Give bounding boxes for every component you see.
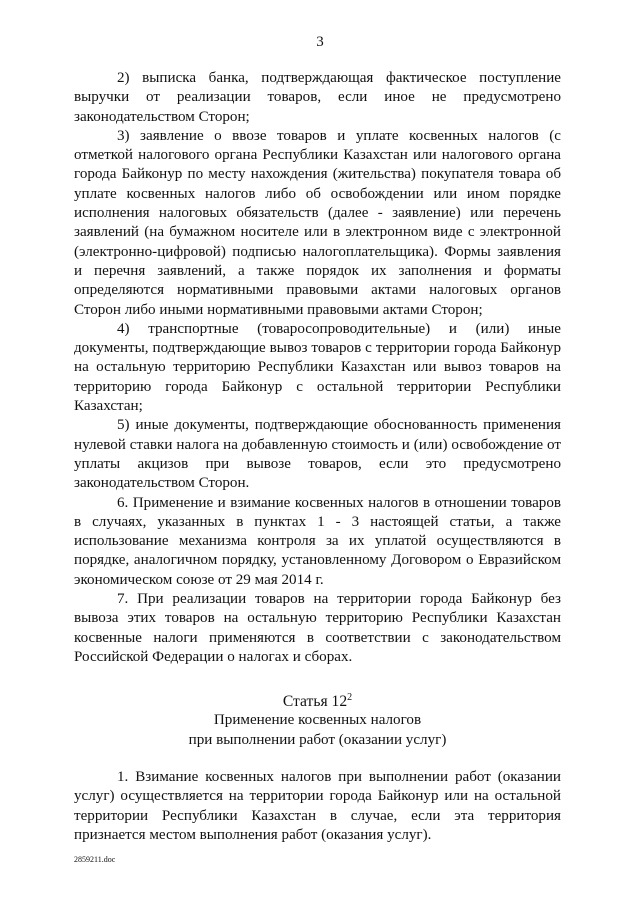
- article-title-superscript: 2: [347, 692, 353, 703]
- paragraph-item-2: 2) выписка банка, подтверждающая фактическое поступление выручки от реализации товаров, если иное не предусмотрено законодательством Сторон;: [74, 70, 561, 125]
- page-number: 3: [316, 34, 324, 50]
- paragraph-item-5: 5) иные документы, подтверждающие обоснованность применения нулевой ставки налога на добавленную стоимость и (или) освобождение от уплаты акцизов при вывозе товаров, если это предусмотрено законодательством Сторон.: [74, 417, 561, 492]
- article-paragraph-1: 1. Взимание косвенных налогов при выполнении работ (оказании услуг) осуществляется на территории города Байконур или на остальной территории Республики Казахстан в случае, если эта территория признается местом выполнения работ (оказания услуг).: [74, 769, 561, 843]
- paragraph-item-3: 3) заявление о ввозе товаров и уплате косвенных налогов (с отметкой налогового органа Республики Казахстан или налогового органа города Байконур по месту нахождения (жительства) покупателя товара об уплате косвенных налогов либо об освобождении или ином порядке исполнения налоговых обязательств (далее - заявление) или перечень заявлений (на бумажном носителе или в электронном виде с электронной (электронно-цифровой) подписью налогоплательщика). Формы заявления и перечня заявлений, а также порядок их заполнения и форматы определяются нормативными правовыми актами налоговых органов Сторон либо иными нормативными правовыми актами Сторон;: [74, 127, 561, 318]
- body-text: [74, 69, 561, 667]
- article-heading: [74, 692, 561, 750]
- article-title: [74, 692, 561, 711]
- article-subtitle-line-2: при выполнении работ (оказании услуг): [188, 731, 447, 748]
- article-body: [74, 768, 561, 845]
- paragraph-clause-6: 6. Применение и взимание косвенных налогов в отношении товаров в случаях, указанных в пунктах 1 - 3 настоящей статьи, а также использование механизма контроля за их уплатой осуществляются в порядке, аналогичном порядку, установленному Договором о Евразийском экономическом союзе от 29 мая 2014 г.: [74, 494, 561, 588]
- article-subtitle-line-1: Применение косвенных налогов: [213, 712, 422, 729]
- paragraph-clause-7: 7. При реализации товаров на территории города Байконур без вывоза этих товаров на остальную территорию Республики Казахстан косвенные налоги применяются в соответствии с законодательством Российской Федерации о налогах и сборах.: [74, 591, 561, 665]
- article-title-text: Статья 12: [282, 693, 348, 710]
- paragraph-item-4: 4) транспортные (товаросопроводительные) и (или) иные документы, подтверждающие вывоз товаров с территории города Байконур на остальную территорию Республики Казахстан или вывоз товаров на территорию города Байконур с остальной территории Республики Казахстан;: [74, 320, 561, 415]
- footer-doc-reference: 2859211.doc: [74, 855, 116, 864]
